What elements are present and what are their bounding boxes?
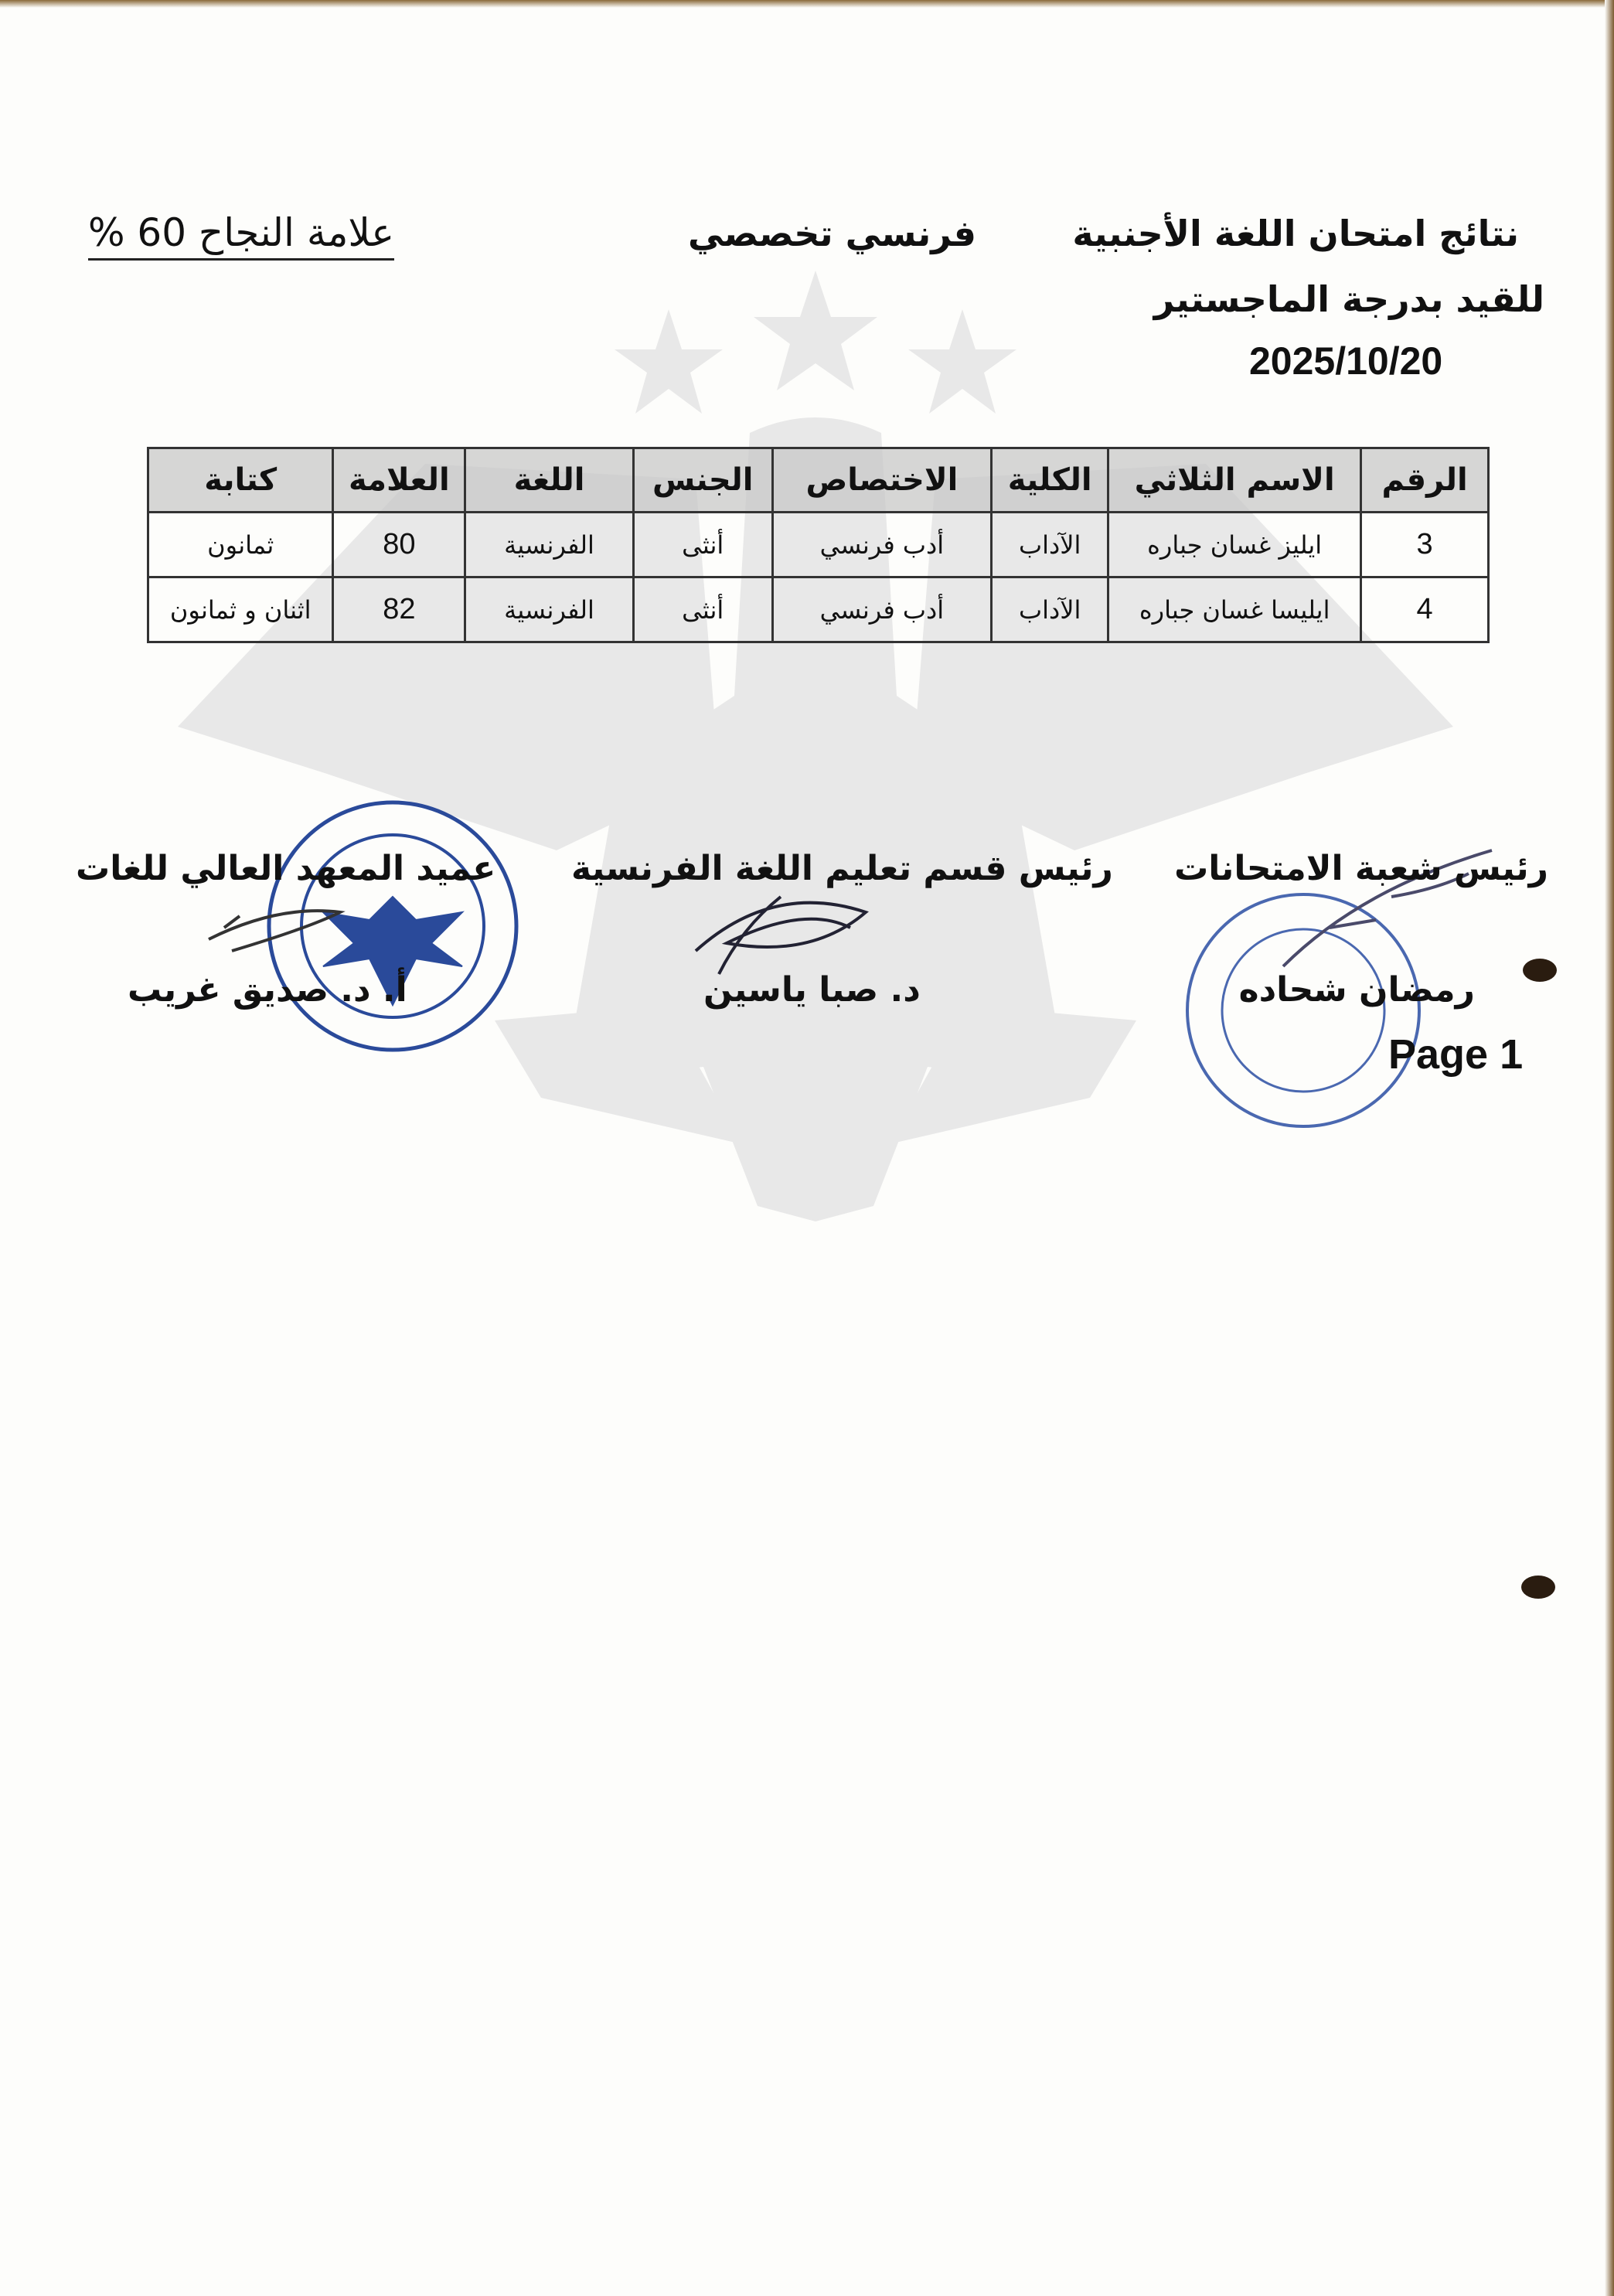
dean-title: عميد المعهد العالي للغات [76, 849, 496, 888]
column-header: العلامة [333, 448, 465, 513]
cell-mark: 82 [333, 577, 465, 642]
cell-number: 4 [1361, 577, 1489, 642]
exams-head-name: رمضان شحاده [1238, 970, 1475, 1010]
cell-name: ايليز غسان جباره [1108, 513, 1361, 577]
cell-number: 3 [1361, 513, 1489, 577]
pass-mark-label: علامة النجاح 60 % [88, 210, 394, 261]
table-row [148, 513, 1489, 577]
document-date: 2025/10/20 [1249, 339, 1443, 383]
department-head-name: د. صبا ياسين [703, 970, 921, 1010]
exams-head-title: رئيس شعبة الامتحانات [1174, 849, 1548, 888]
cell-mark-words: اثنان و ثمانون [148, 577, 333, 642]
cell-faculty: الآداب [992, 513, 1108, 577]
column-header: اللغة [465, 448, 634, 513]
department-signature-icon [696, 897, 866, 974]
stamps-layer [0, 773, 1614, 1160]
watermark-star-icon [754, 271, 877, 390]
table-row [148, 577, 1489, 642]
punch-hole [1521, 1576, 1555, 1599]
watermark-star-icon [908, 309, 1016, 414]
cell-name: ايليسا غسان جباره [1108, 577, 1361, 642]
dean-signature-icon [209, 911, 340, 951]
document-subtitle: للقيد بدرجة الماجستير [1153, 278, 1544, 320]
cell-mark: 80 [333, 513, 465, 577]
watermark-star-icon [615, 309, 723, 414]
cell-specialty: أدب فرنسي [772, 577, 992, 642]
column-header: الاختصاص [772, 448, 992, 513]
cell-faculty: الآداب [992, 577, 1108, 642]
cell-gender: أنثى [633, 513, 772, 577]
results-table [147, 447, 1490, 643]
cell-mark-words: ثمانون [148, 513, 333, 577]
specialty-label: فرنسي تخصصي [688, 213, 976, 254]
cell-specialty: أدب فرنسي [772, 513, 992, 577]
document-title: نتائج امتحان اللغة الأجنبية [1072, 213, 1519, 254]
cell-language: الفرنسية [465, 577, 634, 642]
right-stamp-icon [1187, 894, 1419, 1126]
column-header: الكلية [992, 448, 1108, 513]
table-header-row [148, 448, 1489, 513]
column-header: الاسم الثلاثي [1108, 448, 1361, 513]
dean-name: أ. د. صديق غريب [128, 970, 407, 1010]
department-head-title: رئيس قسم تعليم اللغة الفرنسية [571, 849, 1113, 888]
column-header: الرقم [1361, 448, 1489, 513]
column-header: كتابة [148, 448, 333, 513]
cell-language: الفرنسية [465, 513, 634, 577]
cell-gender: أنثى [633, 577, 772, 642]
column-header: الجنس [633, 448, 772, 513]
page-number: Page 1 [1388, 1031, 1524, 1078]
